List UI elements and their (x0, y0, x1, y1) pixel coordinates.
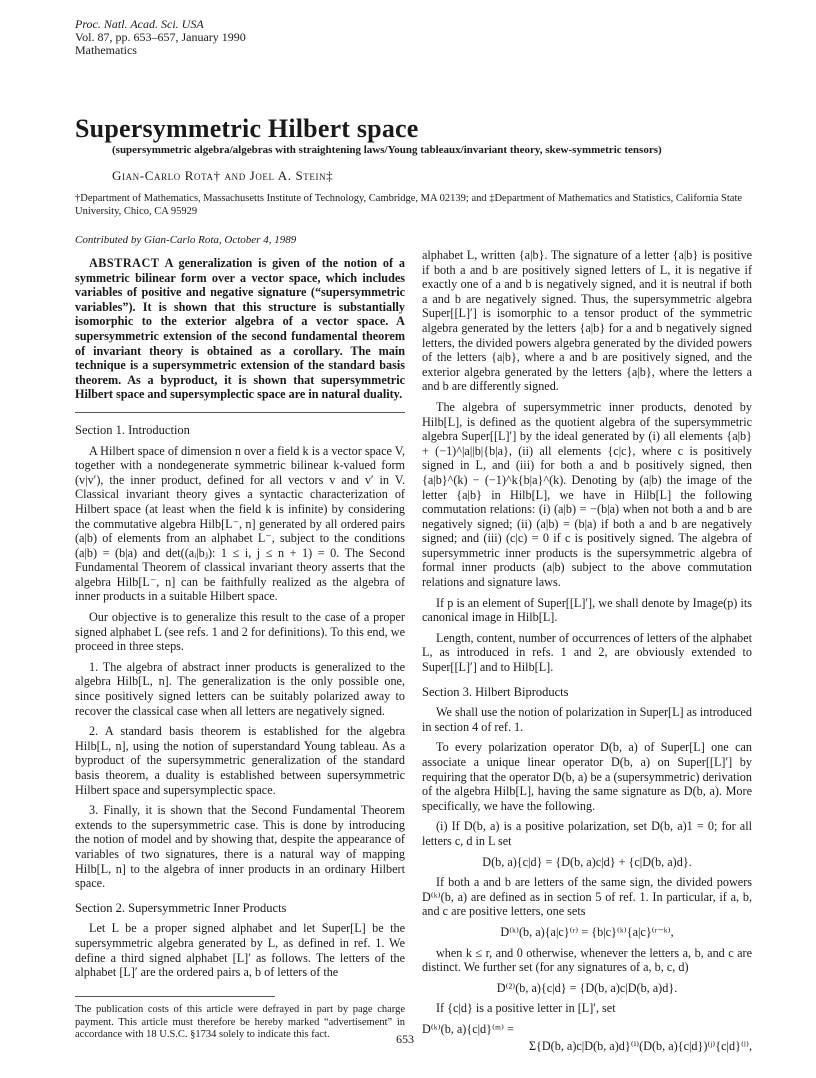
paragraph: A Hilbert space of dimension n over a field k is a vector space V, together with a nondegenerate symmetric bilinear k-valued form (v|v′), the inner product, defined for all vectors v and v′ in V. Classical invariant theory gives a syntactic characterization of Hilbert space (at least when the field k is infinite) by considering the commutative algebra Hilb[L⁻, n] generated by all ordered pairs (a|b) of elements from an alphabet L⁻, subject to the conditions (a|b) = (b|a) and det((aᵢ|bⱼ): 1 ≤ i, j ≤ n + 1) = 0. The Second Fundamental Theorem of classical invariant theory asserts that the algebra Hilb[L⁻, n] can be faithfully realized as the algebra of inner products in a suitable Hilbert space. (75, 443, 405, 604)
abstract (75, 256, 405, 402)
journal-name: Proc. Natl. Acad. Sci. USA (75, 17, 204, 31)
paragraph: We shall use the notion of polarization in Super[L] as introduced in section 4 of ref. 1. (422, 705, 752, 734)
paragraph: 3. Finally, it is shown that the Second Fundamental Theorem extends to the supersymmetric case. This is done by introducing the notion of model and by showing that, despite the appearance of variables of two signatures, there is a natural way of mapping Hilb[L, n] to the algebra of inner products in an ordinary Hilbert space. (75, 803, 405, 891)
paragraph: To every polarization operator D(b, a) of Super[L] one can associate a unique linear operator D(b, a) on Super[[L]′] by requiring that the operator D(b, a) be a (supersymmetric) derivation of the algebra Hilb[L], having the same signature as D(b, a). More specifically, we have the following. (422, 740, 752, 813)
keywords: (supersymmetric algebra/algebras with straightening laws/Young tableaux/invariant theory, skew-symmetric tensors) (112, 144, 662, 156)
footnote-divider (75, 996, 275, 997)
left-column (75, 256, 405, 986)
paragraph: Let L be a proper signed alphabet and let Super[L] be the supersymmetric algebra generated by L, as defined in ref. 1. We define a third signed alphabet [L]′ as follows. The letters of the alphabet [L]′ are the ordered pairs a, b of letters of the (75, 921, 405, 980)
volume-line: Vol. 87, pp. 653–657, January 1990 (75, 30, 246, 44)
section-heading: Section 3. Hilbert Biproducts (422, 684, 569, 699)
equation: D⁽ᵏ⁾(b, a){a|c}⁽ʳ⁾ = {b|c}⁽ᵏ⁾{a|c}⁽ʳ⁻ᵏ⁾, (500, 924, 674, 939)
section-heading: Section 1. Introduction (75, 422, 190, 437)
equation: D⁽²⁾(b, a){c|d} = {D(b, a)c|D(b, a)d}. (496, 980, 678, 995)
subject-section: Mathematics (75, 43, 137, 57)
paragraph: when k ≤ r, and 0 otherwise, whenever the letters a, b, and c are distinct. We further set (for any signatures of a, b, c, d) (422, 945, 752, 975)
paragraph: 2. A standard basis theorem is established for the algebra Hilb[L, n], using the notion of superstandard Young tableau. As a byproduct of the supersymmetric generalization of the standard basis theorem, a duality is established between supersymmetric Hilbert space and supersymplectic space. (75, 724, 405, 797)
footnote: The publication costs of this article were defrayed in part by page charge payment. This article must therefore be hereby marked “advertisement” in accordance with 18 U.S.C. §1734 solely to indicate this fact. (75, 1004, 405, 1040)
paragraph: Our objective is to generalize this result to the case of a proper signed alphabet L (see refs. 1 and 2 for definitions). To this end, we proceed in three steps. (75, 610, 405, 654)
affiliations: †Department of Mathematics, Massachusetts Institute of Technology, Cambridge, MA 02139; and ‡Department of Mathematics and Statistics, California State University, Chico, CA 95929 (75, 193, 743, 217)
article-title: Supersymmetric Hilbert space (75, 114, 419, 143)
right-column (422, 248, 752, 1053)
abstract-text: A generalization is given of the notion of a symmetric bilinear form over a vector space, which includes variables of positive and negative signature (“supersymmetric variables”). It is shown that this structure is substantially isomorphic to the exterior algebra of a vector space. A supersymmetric extension of the second fundamental theorem of invariant theory is obtained as a corollary. The main technique is a supersymmetric extension of the standard basis theorem. As a byproduct, it is shown that supersymmetric Hilbert space and supersymplectic space are in natural duality. (75, 256, 406, 402)
paragraph: If p is an element of Super[[L]′], we shall denote by Image(p) its canonical image in Hilb[L]. (422, 595, 752, 625)
authors: Gian-Carlo Rota† and Joel A. Stein‡ (112, 168, 334, 183)
paragraph: The algebra of supersymmetric inner products, denoted by Hilb[L], is defined as the quotient algebra of the supersymmetric algebra Super[[L]′] by the ideal generated by (i) all elements {a|b} + (−1)^|a||b|{b|a}, (ii) all elements {c|c}, where c is positively signed in L, and (iii) for both a and b positively signed, then {a|b}^(k) − (−1)^k{b|a}^(k). Denoting by (a|b) the image of the letter {a|b} in Hilb[L], we have in Hilb[L] the following commutation relations: (i) (a|b) = −(b|a) when not both a and b are negatively signed; (ii) (a|b) = (b|a) if both a and b are negatively signed; and (iii) (c|c) = 0 if c is positively signed. The algebra of supersymmetric inner products is the supersymmetric algebra of formal inner products (a|b) subject to the above commutation relations and signature laws. (422, 399, 752, 590)
paragraph: alphabet L, written {a|b}. The signature of a letter {a|b} is positive if both a and b are positively signed letters of L, it is negative if exactly one of a and b is negatively signed, and it is neutral if both a and b are negatively signed. Thus, the supersymmetric algebra Super[[L]′] is isomorphic to a tensor product of the symmetric algebra generated by the letters {a|b} for a and b negatively signed letters, the divided powers algebra generated by the divided powers of the letters {a|b}, where a and b are positively signed, and the exterior algebra generated by the letters {a|b}, where the letters a and b are differently signed. (422, 248, 752, 394)
section-heading: Section 2. Supersymmetric Inner Products (75, 900, 287, 915)
equation: Σ{D(b, a)c|D(b, a)d}⁽ⁱ⁾(D(b, a){c|d})⁽ʲ⁾{c|d}⁽ˡ⁾, (528, 1038, 752, 1053)
journal-header (75, 18, 246, 57)
section-divider (75, 412, 405, 413)
paragraph: If {c|d} is a positive letter in [L]′, set (436, 1001, 616, 1016)
paragraph: (i) If D(b, a) is a positive polarization, set D(b, a)1 = 0; for all letters c, d in L set (422, 819, 752, 848)
paragraph: If both a and b are letters of the same sign, the divided powers D⁽ᵏ⁾(b, a) are defined as in section 5 of ref. 1. In particular, if a, b, and c are positive letters, one sets (422, 875, 752, 919)
paragraph: 1. The algebra of abstract inner products is generalized to the algebra Hilb[L, n]. The generalization is the only possible one, since positively signed letters can be suitably polarized away to recover the classical case when all letters are negatively signed. (75, 659, 405, 718)
equation: D⁽ᵏ⁾(b, a){c|d}⁽ᵐ⁾ = (422, 1021, 514, 1036)
equation: D(b, a){c|d} = {D(b, a)c|d} + {c|D(b, a)d}. (482, 854, 692, 869)
page-number: 653 (396, 1032, 414, 1046)
paragraph: Length, content, number of occurrences of letters of the alphabet L, as introduced in refs. 1 and 2, are obviously extended to Super[[L]′] and to Hilb[L]. (422, 630, 752, 675)
contributed-by: Contributed by Gian-Carlo Rota, October 4, 1989 (75, 234, 297, 246)
abstract-label: ABSTRACT (89, 256, 160, 270)
